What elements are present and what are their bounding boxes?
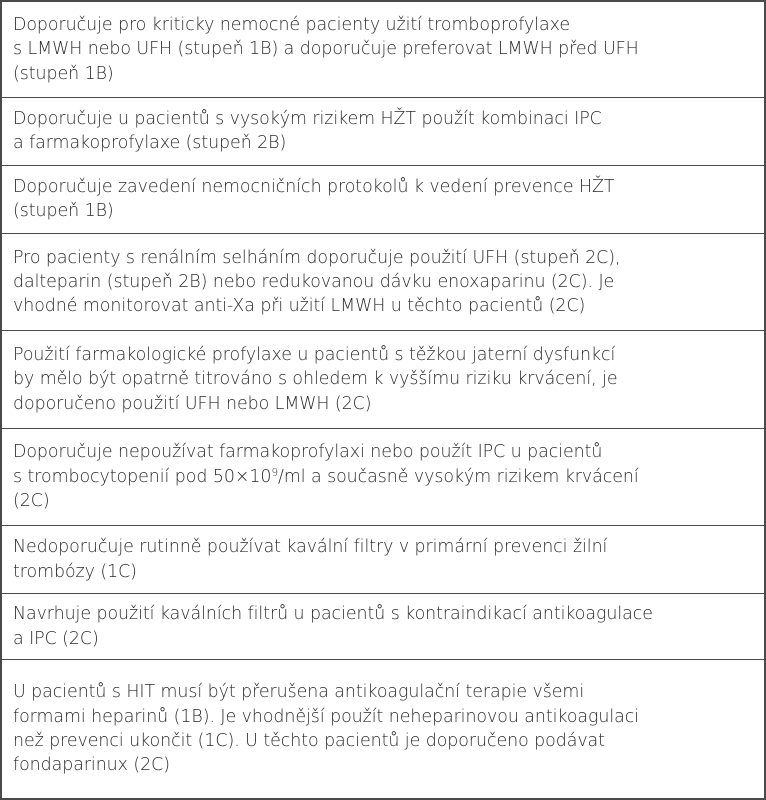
- recommendation-cell: [1, 331, 765, 428]
- text-line: a IPC (2C): [13, 628, 99, 649]
- superscript-exponent: 9: [271, 466, 279, 479]
- table-row: [1, 1, 765, 97]
- text-line: doporučeno použití UFH nebo LMWH (2C): [13, 393, 372, 414]
- table-row: [1, 526, 765, 594]
- text-segment: s trombocytopenií pod 50×10: [13, 466, 272, 487]
- recommendation-cell: [1, 233, 765, 330]
- recommendation-cell: [1, 526, 765, 594]
- recommendation-cell: [1, 594, 765, 660]
- recommendation-cell: [1, 97, 765, 165]
- text-line: (stupeň 1B): [13, 63, 114, 84]
- text-line: [13, 465, 756, 489]
- text-line: dalteparin (stupeň 2B) nebo redukovanou dávku enoxaparinu (2C). Je: [13, 271, 615, 292]
- table-row: [1, 97, 765, 165]
- text-line: s LMWH nebo UFH (stupeň 1B) a doporučuje preferovat LMWH před UFH: [13, 39, 639, 60]
- text-line: Doporučuje u pacientů s vysokým rizikem HŽT použít kombinaci IPC: [13, 108, 602, 129]
- recommendation-cell: [1, 165, 765, 233]
- text-line: fondaparinux (2C): [13, 755, 170, 776]
- text-line: Doporučuje zavedení nemocničních protokolů k vedení prevence HŽT: [13, 177, 615, 198]
- recommendation-cell: [1, 428, 765, 525]
- table-row: [1, 594, 765, 660]
- table-row: [1, 660, 765, 799]
- text-line: Doporučuje pro kriticky nemocné pacienty užití tromboprofylaxe: [13, 14, 570, 35]
- text-line: trombózy (1C): [13, 561, 137, 582]
- table-row: [1, 428, 765, 525]
- text-line: Pro pacienty s renálním selháním doporučuje použití UFH (stupeň 2C),: [13, 247, 621, 268]
- text-line: Nedoporučuje rutinně používat kavální filtry v primární prevenci žilní: [13, 537, 608, 558]
- table-row: [1, 165, 765, 233]
- recommendation-cell: [1, 660, 765, 799]
- text-line: U pacientů s HIT musí být přerušena antikoagulační terapie všemi: [13, 682, 585, 703]
- text-line: Použití farmakologické profylaxe u pacientů s těžkou jaterní dysfunkcí: [13, 344, 616, 365]
- text-line: formami heparinů (1B). Je vhodnější použít neheparinovou antikoagulaci: [13, 706, 640, 727]
- text-line: (2C): [13, 491, 50, 512]
- text-line: vhodné monitorovat anti-Xa při užití LMWH u těchto pacientů (2C): [13, 296, 586, 317]
- recommendation-cell: [1, 1, 765, 97]
- text-line: Doporučuje nepoužívat farmakoprofylaxi nebo použít IPC u pacientů: [13, 442, 603, 463]
- table-row: [1, 331, 765, 428]
- text-line: Navrhuje použití kaválních filtrů u pacientů s kontraindikací antikoagulace: [13, 604, 653, 625]
- text-line: by mělo být opatrně titrováno s ohledem k vyššímu riziku krvácení, je: [13, 369, 618, 390]
- text-line: (stupeň 1B): [13, 201, 114, 222]
- text-line: než prevenci ukončit (1C). U těchto pacientů je doporučeno podávat: [13, 731, 605, 752]
- text-line: a farmakoprofylaxe (stupeň 2B): [13, 133, 287, 154]
- table-row: [1, 233, 765, 330]
- text-segment: /ml a současně vysokým rizikem krvácení: [278, 466, 639, 487]
